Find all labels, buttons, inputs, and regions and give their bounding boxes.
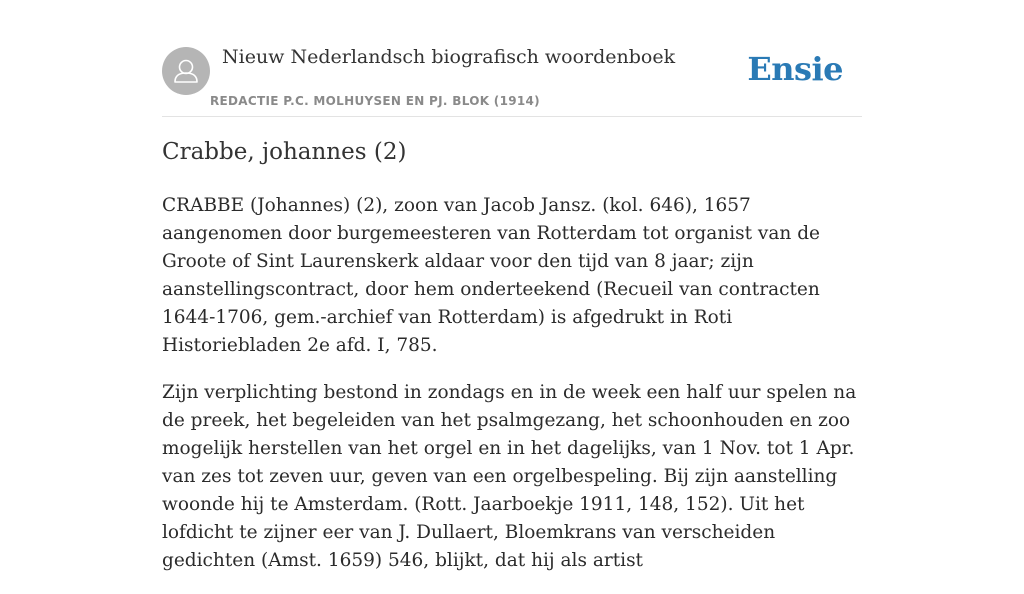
avatar[interactable]	[162, 47, 210, 95]
article-body	[162, 192, 862, 594]
user-avatar-icon	[162, 47, 210, 95]
book-subtitle: REDACTIE P.C. MOLHUYSEN EN PJ. BLOK (1914)	[210, 94, 540, 108]
article-paragraph: CRABBE (Johannes) (2), zoon van Jacob Jansz. (kol. 646), 1657 aangenomen door burgemeesteren van Rotterdam tot organist van de Groote of Sint Laurenskerk aldaar voor den tijd van 8 jaar; zijn aanstellingscontract, door hem onderteekend (Recueil van contracten 1644-1706, gem.-archief van Rotterdam) is afgedrukt in Roti Historiebladen 2e afd. I, 785.	[162, 195, 820, 356]
book-header	[162, 40, 862, 117]
ensie-logo-link[interactable]: Ensie	[747, 50, 843, 88]
article-paragraph: Zijn verplichting bestond in zondags en in de week een half uur spelen na de preek, het begeleiden van het psalmgezang, het schoonhouden en zoo mogelijk herstellen van het orgel en in het dagelijks, van 1 Nov. tot 1 Apr. van zes tot zeven uur, geven van een orgelbespeling. Bij zijn aanstelling woonde hij te Amsterdam. (Rott. Jaarboekje 1911, 148, 152). Uit het lofdicht te zijner eer van J. Dullaert, Bloemkrans van verscheiden gedichten (Amst. 1659) 546, blijkt, dat hij als artist	[162, 382, 857, 571]
page	[162, 0, 862, 571]
article-title: Crabbe, johannes (2)	[162, 139, 407, 165]
book-title[interactable]: Nieuw Nederlandsch biografisch woordenboek	[222, 46, 676, 68]
